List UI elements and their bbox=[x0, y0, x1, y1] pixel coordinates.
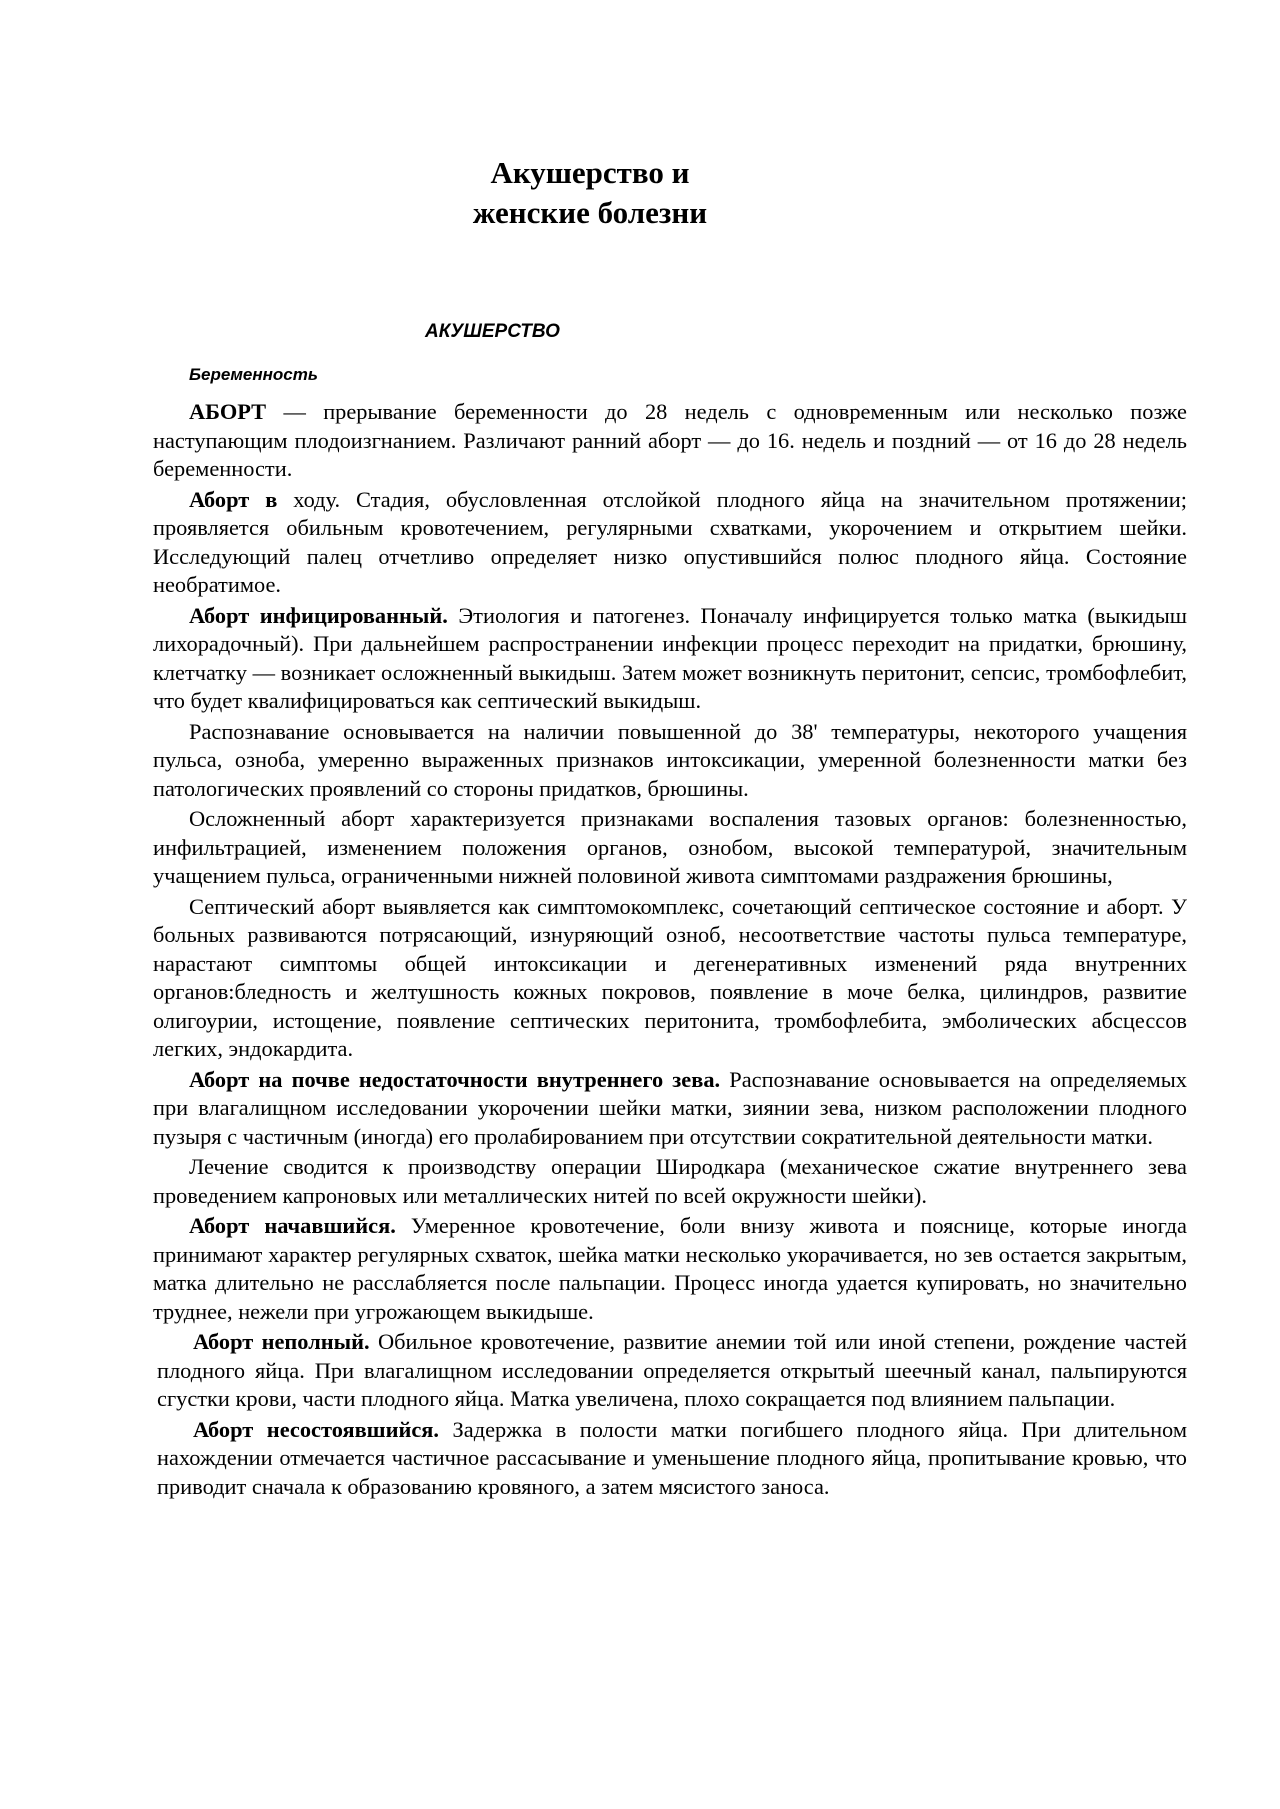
subsection-heading: Беременность bbox=[189, 365, 318, 384]
paragraph-abort bbox=[153, 398, 1187, 484]
paragraph-lead: Аборт начавшийся. bbox=[189, 1213, 396, 1238]
paragraph-text: — прерывание беременности до 28 недель с одновременным или несколько позже наступающим плодоизгнанием. Различают ранний аборт — до 16. недель и поздний — от 16 до 28 недель беременности. bbox=[153, 399, 1187, 481]
paragraph-lead: Аборт инфицированный. bbox=[189, 602, 448, 628]
paragraph-text: Септический аборт выявляется как симптомокомплекс, сочетающий септическое состояние и аборт. У больных развиваются потрясающий, изнуряющий озноб, несоответствие частоты пульса температуре, нарастают симптомы общей интоксикации и дегенеративных изменений ряда внутренних органов:бледность и желтушность кожных покровов, появление в моче белка, цилиндров, развитие олигоурии, истощение, появление септических перитонита, тромбофлебита, эмболических абсцессов легких, эндокардита. bbox=[153, 893, 1187, 1061]
paragraph-treatment bbox=[153, 1153, 1187, 1210]
title-line-1: Акушерство и bbox=[490, 155, 690, 190]
paragraph-abort-incomplete bbox=[157, 1328, 1187, 1414]
paragraph-abort-beginning bbox=[153, 1212, 1187, 1326]
paragraph-cervical-insufficiency bbox=[153, 1066, 1187, 1152]
paragraph-complicated-abort bbox=[153, 805, 1187, 891]
body-text bbox=[153, 398, 1187, 1503]
paragraph-text: Лечение сводится к производству операции Широдкара (механическое сжатие внутреннего зева проведением капроновых или металлических нитей по всей окружности шейки). bbox=[153, 1154, 1187, 1208]
paragraph-text: Этиология и патогенез. Поначалу инфицируется только матка (выкидыш лихорадочный). При дальнейшем распространении инфекции процесс переходит на придатки, брюшину, клетчатку — возникает осложненный выкидыш. Затем может возникнуть перитонит, сепсис, тромбофлебит, что будет квалифицироваться как септический выкидыш. bbox=[153, 602, 1187, 713]
paragraph-text: Осложненный аборт характеризуется признаками воспаления тазовых органов: болезненностью, инфильтрацией, изменением положения органов, ознобом, высокой температурой, значительным учащением пульса, ограниченными нижней половиной живота симптомами раздражения брюшины, bbox=[153, 806, 1187, 888]
paragraph-abort-infected bbox=[153, 602, 1187, 716]
paragraph-text: Обильное кровотечение, развитие анемии той или иной степени, рождение частей плодного яйца. При влагалищном исследовании определяется открытый шеечный канал, пальпируются сгустки крови, части плодного яйца. Матка увеличена, плохо сокращается под влиянием пальпации. bbox=[157, 1329, 1187, 1411]
paragraph-lead: Аборт в bbox=[189, 486, 278, 512]
document-title bbox=[0, 153, 1180, 233]
paragraph-text: Умеренное кровотечение, боли внизу живота и пояснице, которые иногда принимают характер регулярных схваток, шейка матки несколько укорачивается, но зев остается закрытым, матка длительно не расслабляется после пальпации. Процесс иногда удается купировать, но значительно труднее, нежели при угрожающем выкидыше. bbox=[153, 1213, 1187, 1324]
paragraph-abort-missed bbox=[157, 1416, 1187, 1502]
title-line-2: женские болезни bbox=[472, 195, 708, 230]
paragraph-text: Распознавание основывается на определяемых при влагалищном исследовании укорочении шейки матки, зиянии зева, низком расположении плодного пузыря с частичным (иногда) его пролабированием при отсутствии сократительной деятельности матки. bbox=[153, 1066, 1187, 1149]
section-heading: АКУШЕРСТВО bbox=[425, 321, 560, 342]
paragraph-lead: Аборт на почве недостаточности внутреннего зева. bbox=[189, 1066, 721, 1092]
paragraph-lead: Аборт неполный. bbox=[193, 1329, 370, 1354]
paragraph-lead: Аборт несостоявшийся. bbox=[193, 1416, 440, 1442]
paragraph-diagnosis bbox=[153, 718, 1187, 804]
paragraph-text: Распознавание основывается на наличии повышенной до 38' температуры, некоторого учащения пульса, озноба, умеренно выраженных признаков интоксикации, умеренной болезненности матки без патологических проявлений со стороны придатков, брюшины. bbox=[153, 718, 1187, 801]
paragraph-text: Задержка в полости матки погибшего плодного яйца. При длительном нахождении отмечается частичное рассасывание и уменьшение плодного яйца, пропитывание кровью, что приводит сначала к образованию кровяного, а затем мясистого заноса. bbox=[157, 1416, 1187, 1499]
paragraph-septic-abort bbox=[153, 893, 1187, 1064]
paragraph-abort-in-progress bbox=[153, 486, 1187, 600]
paragraph-lead: АБОРТ bbox=[189, 399, 267, 424]
paragraph-text: ходу. Стадия, обусловленная отслойкой плодного яйца на значительном протяжении; проявляется обильным кровотечением, регулярными схватками, укорочением и открытием шейки. Исследующий палец отчетливо определяет низко опустившийся полюс плодного яйца. Состояние необратимое. bbox=[153, 486, 1187, 597]
